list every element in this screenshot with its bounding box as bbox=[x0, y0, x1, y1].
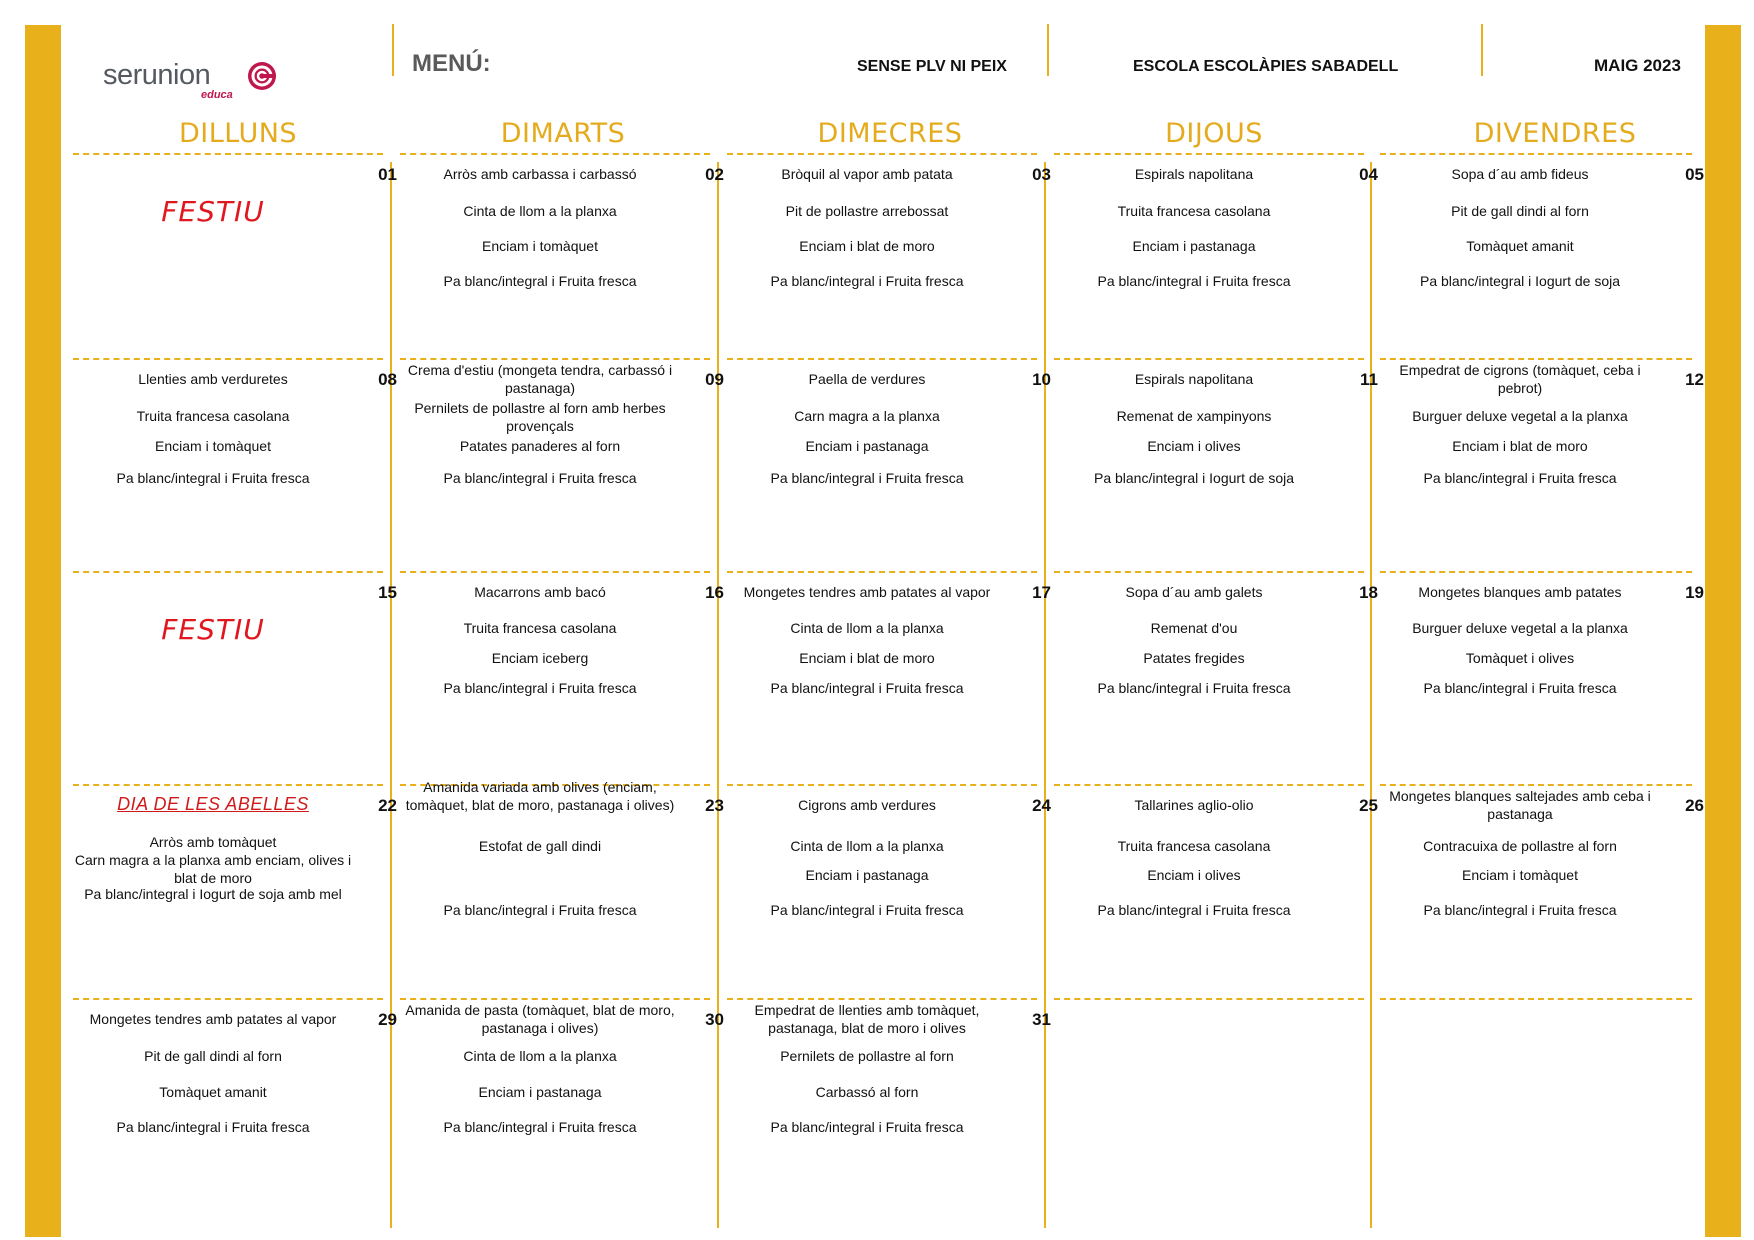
dish-item: Enciam i olives bbox=[1147, 867, 1241, 883]
logo-wordmark: serunion bbox=[103, 59, 211, 91]
dish-item: Estofat de gall dindi bbox=[478, 838, 602, 854]
dish-item: Crema d'estiu (mongeta tendra, carbassó i pastanaga) bbox=[407, 362, 673, 396]
day-number: 22 bbox=[378, 796, 397, 815]
dish-item: Pa blanc/integral i Fruita fresca bbox=[770, 680, 964, 696]
dish-item: Enciam i tomàquet bbox=[482, 238, 598, 254]
day-number: 15 bbox=[378, 583, 397, 602]
dish-item: Pa blanc/integral i Fruita fresca bbox=[443, 1119, 637, 1135]
day-number: 03 bbox=[1032, 165, 1051, 184]
menu-day-cell bbox=[727, 165, 1053, 375]
menu-day-cell bbox=[727, 583, 1053, 793]
dish-item: Pa blanc/integral i Iogurt de soja amb mel bbox=[84, 886, 342, 902]
dish-item: Truita francesa casolana bbox=[463, 620, 617, 636]
dish-item: Amanida de pasta (tomàquet, blat de moro, pastanaga i olives) bbox=[405, 1002, 675, 1036]
dish-item: Enciam i tomàquet bbox=[155, 438, 271, 454]
menu-day-cell bbox=[73, 370, 399, 580]
menu-day-cell bbox=[73, 1010, 399, 1220]
day-number: 24 bbox=[1032, 796, 1051, 815]
menu-day-cell bbox=[1054, 796, 1380, 1006]
dish-item: Tallarines aglio-olio bbox=[1134, 797, 1254, 813]
dish-item: Llenties amb verduretes bbox=[138, 371, 288, 387]
dish-item: Carn magra a la planxa amb enciam, olives i blat de moro bbox=[74, 852, 352, 886]
day-header-friday: DIVENDRES bbox=[1473, 118, 1637, 149]
dish-item: Espirals napolitana bbox=[1134, 371, 1254, 387]
dish-item: Pa blanc/integral i Fruita fresca bbox=[443, 470, 637, 486]
serunion-logo bbox=[103, 55, 283, 105]
dish-item: Pa blanc/integral i Fruita fresca bbox=[1097, 680, 1291, 696]
dish-item: Enciam i pastanaga bbox=[478, 1084, 602, 1100]
menu-day-cell bbox=[727, 1002, 1053, 1220]
menu-day-cell bbox=[73, 583, 399, 793]
row-dashed-divider bbox=[73, 153, 383, 155]
holiday-label: FESTIU bbox=[161, 195, 265, 228]
menu-day-cell bbox=[1054, 583, 1380, 793]
day-header-wednesday: DIMECRES bbox=[817, 118, 963, 149]
dish-item: Pa blanc/integral i Fruita fresca bbox=[443, 902, 637, 918]
dish-item: Cinta de llom a la planxa bbox=[463, 1048, 617, 1064]
dish-item: Enciam i blat de moro bbox=[799, 238, 935, 254]
day-number: 25 bbox=[1359, 796, 1378, 815]
dish-item: Patates fregides bbox=[1143, 650, 1245, 666]
dish-item: Burguer deluxe vegetal a la planxa bbox=[1412, 408, 1628, 424]
dish-item: Espirals napolitana bbox=[1134, 166, 1254, 182]
menu-day-cell bbox=[73, 165, 399, 375]
dish-item: Arròs amb tomàquet bbox=[149, 834, 277, 850]
row-dashed-divider bbox=[1380, 153, 1692, 155]
dish-item: Truita francesa casolana bbox=[1117, 203, 1271, 219]
menu-day-cell bbox=[1054, 1010, 1380, 1220]
dish-item: Sopa d´au amb galets bbox=[1125, 584, 1263, 600]
diet-type: SENSE PLV NI PEIX bbox=[857, 58, 1007, 75]
menu-day-cell bbox=[400, 165, 726, 375]
day-number: 23 bbox=[705, 796, 724, 815]
day-number: 05 bbox=[1685, 165, 1704, 184]
holiday-label: FESTIU bbox=[161, 613, 265, 646]
dish-item: Truita francesa casolana bbox=[1117, 838, 1271, 854]
dish-item: Tomàquet amanit bbox=[1466, 238, 1574, 254]
dish-item: Cinta de llom a la planxa bbox=[463, 203, 617, 219]
dish-item: Paella de verdures bbox=[808, 371, 926, 387]
menu-label: MENÚ: bbox=[412, 50, 491, 77]
menu-day-cell bbox=[400, 362, 726, 580]
dish-item: Mongetes blanques saltejades amb ceba i pastanaga bbox=[1389, 788, 1651, 822]
dish-item: Carbassó al forn bbox=[815, 1084, 919, 1100]
dish-item: Enciam i pastanaga bbox=[805, 438, 929, 454]
school-name: ESCOLA ESCOLÀPIES SABADELL bbox=[1133, 58, 1399, 75]
day-number: 09 bbox=[705, 370, 724, 389]
day-number: 02 bbox=[705, 165, 724, 184]
menu-day-cell bbox=[1380, 1010, 1706, 1220]
dish-item: Pa blanc/integral i Fruita fresca bbox=[116, 470, 310, 486]
dish-item: Pernilets de pollastre al forn amb herbes provençals bbox=[414, 400, 666, 434]
dish-item: Pa blanc/integral i Fruita fresca bbox=[443, 273, 637, 289]
menu-day-cell bbox=[1380, 788, 1706, 1006]
menu-day-cell bbox=[1380, 362, 1706, 580]
dish-item: Enciam i pastanaga bbox=[805, 867, 929, 883]
dish-item: Pa blanc/integral i Fruita fresca bbox=[1423, 680, 1617, 696]
dish-item: Pit de pollastre arrebossat bbox=[785, 203, 949, 219]
dish-item: Cigrons amb verdures bbox=[798, 797, 936, 813]
day-number: 31 bbox=[1032, 1010, 1051, 1029]
dish-item: Carn magra a la planxa bbox=[794, 408, 940, 424]
dish-item: Pa blanc/integral i Fruita fresca bbox=[1423, 902, 1617, 918]
day-number: 16 bbox=[705, 583, 724, 602]
dish-item: Pa blanc/integral i Fruita fresca bbox=[770, 902, 964, 918]
dish-item: Enciam i pastanaga bbox=[1132, 238, 1256, 254]
day-number: 29 bbox=[378, 1010, 397, 1029]
dish-item: Amanida variada amb olives (enciam, tomàquet, blat de moro, pastanaga i olives) bbox=[405, 779, 675, 813]
dish-item: Pit de gall dindi al forn bbox=[1451, 203, 1589, 219]
month-year: MAIG 2023 bbox=[1594, 56, 1681, 75]
dish-item: Cinta de llom a la planxa bbox=[790, 620, 944, 636]
menu-day-cell bbox=[1380, 165, 1706, 375]
dish-item: Tomàquet i olives bbox=[1465, 650, 1575, 666]
day-header-monday: DILLUNS bbox=[178, 118, 298, 149]
dish-item: Pa blanc/integral i Fruita fresca bbox=[1423, 470, 1617, 486]
day-number: 11 bbox=[1360, 370, 1378, 389]
row-dashed-divider bbox=[727, 153, 1037, 155]
header-divider bbox=[392, 24, 394, 76]
day-number: 26 bbox=[1685, 796, 1704, 815]
dish-item: Bròquil al vapor amb patata bbox=[781, 166, 953, 182]
dish-item: Burguer deluxe vegetal a la planxa bbox=[1412, 620, 1628, 636]
dish-item: Pit de gall dindi al forn bbox=[144, 1048, 282, 1064]
menu-day-cell bbox=[1380, 583, 1706, 793]
dish-item: Pa blanc/integral i Iogurt de soja bbox=[1419, 273, 1620, 289]
dish-item: Pa blanc/integral i Fruita fresca bbox=[1097, 273, 1291, 289]
dish-item: Tomàquet amanit bbox=[159, 1084, 267, 1100]
menu-day-cell bbox=[73, 796, 399, 1006]
day-number: 12 bbox=[1685, 370, 1704, 389]
dish-item: Remenat de xampinyons bbox=[1116, 408, 1272, 424]
day-number: 01 bbox=[378, 165, 397, 184]
header-divider bbox=[1047, 24, 1049, 76]
dish-item: Enciam iceberg bbox=[491, 650, 589, 666]
special-event-label: DIA DE LES ABELLES bbox=[117, 794, 309, 814]
day-number: 17 bbox=[1032, 583, 1051, 602]
day-number: 10 bbox=[1032, 370, 1051, 389]
dish-item: Macarrons amb bacó bbox=[474, 584, 606, 600]
dish-item: Pa blanc/integral i Fruita fresca bbox=[116, 1119, 310, 1135]
dish-item: Pa blanc/integral i Fruita fresca bbox=[770, 470, 964, 486]
dish-item: Pa blanc/integral i Fruita fresca bbox=[770, 273, 964, 289]
dish-item: Enciam i blat de moro bbox=[1452, 438, 1588, 454]
day-header-tuesday: DIMARTS bbox=[500, 118, 626, 149]
dish-item: Sopa d´au amb fideus bbox=[1451, 166, 1589, 182]
menu-day-cell bbox=[400, 583, 726, 793]
dish-item: Arròs amb carbassa i carbassó bbox=[443, 166, 637, 182]
dish-item: Remenat d'ou bbox=[1150, 620, 1238, 636]
row-dashed-divider bbox=[400, 153, 710, 155]
right-accent-bar bbox=[1705, 25, 1741, 1237]
dish-item: Empedrat de cigrons (tomàquet, ceba i pebrot) bbox=[1399, 362, 1641, 396]
header-divider bbox=[1481, 24, 1483, 76]
dish-item: Contracuixa de pollastre al forn bbox=[1423, 838, 1617, 854]
dish-item: Mongetes tendres amb patates al vapor bbox=[743, 584, 991, 600]
dish-item: Cinta de llom a la planxa bbox=[790, 838, 944, 854]
day-header-thursday: DIJOUS bbox=[1165, 118, 1263, 149]
dish-item: Enciam i blat de moro bbox=[799, 650, 935, 666]
dish-item: Enciam i tomàquet bbox=[1462, 867, 1578, 883]
day-number: 04 bbox=[1359, 165, 1378, 184]
dish-item: Mongetes blanques amb patates bbox=[1418, 584, 1622, 600]
menu-day-cell bbox=[400, 1002, 726, 1220]
dish-item: Pa blanc/integral i Iogurt de soja bbox=[1093, 470, 1294, 486]
logo-subtitle: educa bbox=[201, 89, 233, 101]
dish-item: Patates panaderes al forn bbox=[459, 438, 621, 454]
dish-item: Pa blanc/integral i Fruita fresca bbox=[770, 1119, 964, 1135]
logo-swirl-icon bbox=[246, 60, 278, 92]
menu-day-cell bbox=[1054, 370, 1380, 580]
day-number: 08 bbox=[378, 370, 397, 389]
dish-item: Pernilets de pollastre al forn bbox=[780, 1048, 954, 1064]
dish-item: Pa blanc/integral i Fruita fresca bbox=[443, 680, 637, 696]
day-number: 18 bbox=[1359, 583, 1378, 602]
menu-day-cell bbox=[727, 796, 1053, 1006]
left-accent-bar bbox=[25, 25, 61, 1237]
day-number: 19 bbox=[1685, 583, 1704, 602]
row-dashed-divider bbox=[1054, 153, 1364, 155]
dish-item: Mongetes tendres amb patates al vapor bbox=[89, 1011, 337, 1027]
menu-day-cell bbox=[727, 370, 1053, 580]
dish-item: Pa blanc/integral i Fruita fresca bbox=[1097, 902, 1291, 918]
dish-item: Empedrat de llenties amb tomàquet, pastanaga, blat de moro i olives bbox=[754, 1002, 980, 1036]
day-number: 30 bbox=[705, 1010, 724, 1029]
menu-day-cell bbox=[400, 779, 726, 1006]
dish-item: Truita francesa casolana bbox=[136, 408, 290, 424]
menu-day-cell bbox=[1054, 165, 1380, 375]
dish-item: Enciam i olives bbox=[1147, 438, 1241, 454]
